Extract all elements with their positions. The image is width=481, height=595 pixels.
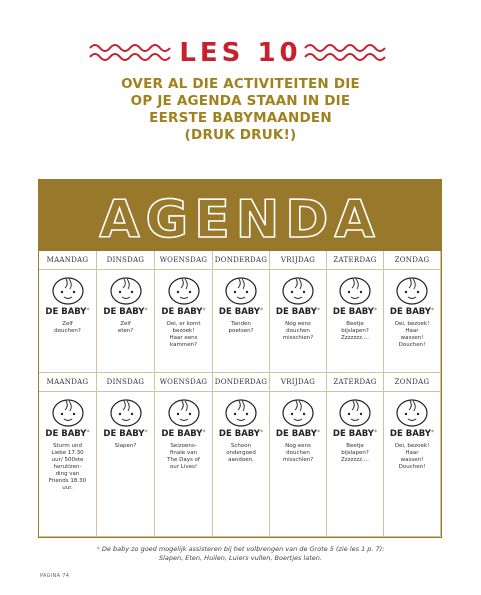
agenda-banner-title: [39, 180, 441, 251]
footnote-line2: Slapen, Eten, Huilen, Luiers vullen, Boertjes laten.: [158, 554, 322, 562]
agenda-banner: [39, 180, 441, 251]
baby-label-star: *: [144, 307, 148, 314]
baby-face-icon: [50, 398, 86, 428]
right-wave-ornament: [303, 38, 393, 68]
baby-label: [155, 307, 212, 317]
baby-label-text: DE BABY: [103, 429, 145, 439]
agenda-banner-text: AGENDA: [99, 190, 381, 250]
activity-cell: [97, 392, 155, 537]
activity-text: Nog eens douchen misschien?: [282, 443, 314, 463]
baby-face-icon: [223, 276, 259, 306]
baby-label-text: DE BABY: [103, 307, 145, 317]
activity-cell: [213, 392, 270, 537]
activity-cell: [270, 392, 327, 537]
activity-cell: [39, 392, 97, 537]
day-header: ZONDAG: [384, 373, 441, 392]
subtitle-line: OVER AL DIE ACTIVITEITEN DIE: [121, 76, 360, 92]
baby-face-icon: [108, 276, 144, 306]
baby-label-star: *: [144, 429, 148, 436]
day-header: MAANDAG: [39, 373, 97, 392]
baby-label: [39, 429, 96, 439]
baby-label: [97, 429, 154, 439]
baby-face-icon: [280, 276, 316, 306]
baby-label: [270, 307, 326, 317]
activity-cell: [155, 270, 213, 373]
day-header: DONDERDAG: [213, 251, 270, 270]
activity-cell: [39, 270, 97, 373]
baby-label-text: DE BABY: [161, 307, 203, 317]
baby-label: [213, 307, 269, 317]
baby-label-star: *: [430, 307, 435, 314]
activity-cell: [97, 270, 155, 373]
footnote-star: *: [96, 545, 100, 553]
activity-text: Oei, er komt bezoek! Haar eens kammen?: [166, 321, 201, 348]
lesson-subtitle: [60, 76, 421, 144]
footnote: [60, 545, 421, 563]
day-header: DINSDAG: [97, 251, 155, 270]
baby-face-icon: [280, 398, 316, 428]
baby-label: [39, 307, 96, 317]
baby-label-text: DE BABY: [332, 429, 374, 439]
activity-cell: [384, 270, 441, 373]
activity-cell: [327, 270, 384, 373]
week2-activity-row: [39, 392, 441, 537]
baby-face-icon: [166, 276, 202, 306]
day-header: WOENSDAG: [155, 373, 213, 392]
day-header: VRIJDAG: [270, 373, 327, 392]
day-header: DONDERDAG: [213, 373, 270, 392]
day-header: ZATERDAG: [327, 373, 384, 392]
baby-label-text: DE BABY: [389, 307, 431, 317]
baby-face-icon: [337, 398, 373, 428]
subtitle-line: OP JE AGENDA STAAN IN DIE: [130, 93, 351, 109]
baby-label-star: *: [202, 429, 206, 436]
week1-day-row: [39, 251, 441, 270]
baby-label-text: DE BABY: [161, 429, 203, 439]
week1-activity-row: [39, 270, 441, 373]
day-header: ZONDAG: [384, 251, 441, 270]
baby-label-text: DE BABY: [45, 429, 87, 439]
baby-label-star: *: [259, 307, 264, 314]
baby-face-icon: [50, 276, 86, 306]
activity-text: Schoon ondergoed aandoen.: [226, 443, 256, 463]
day-header: ZATERDAG: [327, 251, 384, 270]
baby-label: [97, 307, 154, 317]
page-number: PAGINA 74: [40, 573, 70, 579]
baby-label-star: *: [316, 429, 321, 436]
baby-label: [270, 429, 326, 439]
activity-text: Zelf eten?: [117, 321, 134, 334]
day-header: MAANDAG: [39, 251, 97, 270]
activity-cell: [155, 392, 213, 537]
activity-text: Seizoens- finale van The Days of our Lives!: [167, 443, 200, 470]
baby-label-star: *: [259, 429, 264, 436]
activity-text: Sturm und Liebe 17.30 uur/ 500ste herutizen- ding van Friends 18.30 uur.: [48, 443, 87, 491]
day-header: DINSDAG: [97, 373, 155, 392]
agenda-table: [38, 179, 442, 538]
activity-text: Slapen?: [114, 443, 137, 449]
activity-text: Zelf douchen?: [54, 321, 81, 334]
baby-label: [327, 429, 383, 439]
baby-label-star: *: [86, 429, 90, 436]
activity-cell: [327, 392, 384, 537]
baby-label-text: DE BABY: [275, 429, 317, 439]
baby-label-text: DE BABY: [275, 307, 317, 317]
baby-label: [213, 429, 269, 439]
baby-label: [384, 307, 440, 317]
baby-label-star: *: [86, 307, 90, 314]
baby-face-icon: [337, 276, 373, 306]
activity-cell: [270, 270, 327, 373]
baby-label-text: DE BABY: [218, 307, 260, 317]
baby-label-star: *: [373, 429, 378, 436]
activity-cell: [384, 392, 441, 537]
baby-face-icon: [166, 398, 202, 428]
activity-text: Beetje bijslapen? Zzzzzzz....: [340, 321, 370, 341]
baby-label-text: DE BABY: [218, 429, 260, 439]
baby-label-star: *: [202, 307, 206, 314]
baby-label: [327, 307, 383, 317]
day-header: VRIJDAG: [270, 251, 327, 270]
baby-label-text: DE BABY: [332, 307, 374, 317]
baby-label-text: DE BABY: [45, 307, 87, 317]
activity-text: Nog eens douchen misschien?: [282, 321, 314, 341]
baby-face-icon: [394, 276, 430, 306]
baby-face-icon: [108, 398, 144, 428]
baby-label: [384, 429, 440, 439]
day-header: WOENSDAG: [155, 251, 213, 270]
lesson-header: [0, 38, 481, 68]
activity-cell: [213, 270, 270, 373]
lesson-title: LES 10: [179, 38, 302, 68]
footnote-line1: De baby zo goed mogelijk assisteren bij het volbrengen van de Grote 5 (zie les 1 p. 7):: [101, 545, 385, 553]
week2-day-row: [39, 373, 441, 392]
baby-label-text: DE BABY: [389, 429, 431, 439]
baby-label: [155, 429, 212, 439]
baby-label-star: *: [430, 429, 435, 436]
activity-text: Oei, bezoek! Haar wassen! Douchen!: [394, 443, 430, 470]
activity-text: Tanden poetsen?: [228, 321, 254, 334]
baby-label-star: *: [373, 307, 378, 314]
baby-face-icon: [223, 398, 259, 428]
activity-text: Oei, bezoek! Haar wassen! Douchen!: [394, 321, 430, 348]
baby-label-star: *: [316, 307, 321, 314]
subtitle-line: EERSTE BABYMAANDEN: [149, 110, 332, 126]
activity-text: Beetje bijslapen? Zzzzzzz....: [340, 443, 370, 463]
subtitle-line: (DRUK DRUK!): [184, 127, 297, 143]
baby-face-icon: [394, 398, 430, 428]
